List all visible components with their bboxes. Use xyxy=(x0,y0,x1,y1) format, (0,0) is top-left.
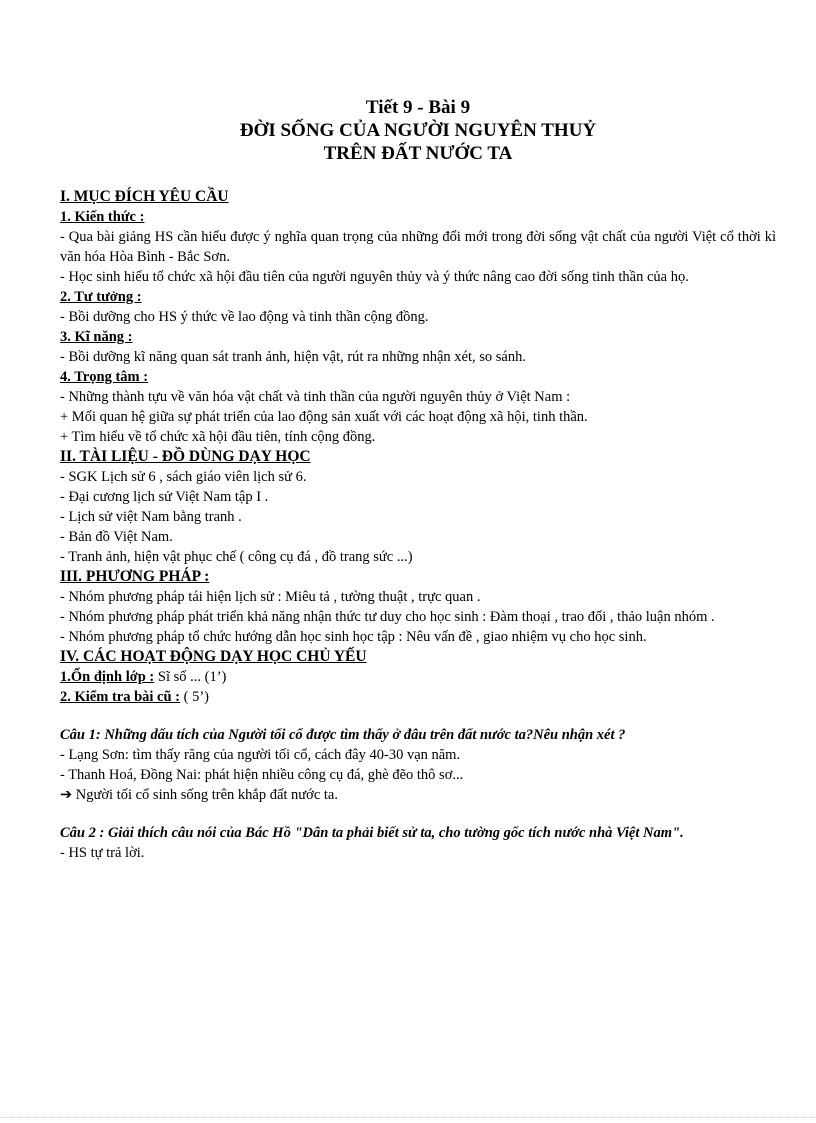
answer-conclusion xyxy=(60,785,776,805)
methods-item: - Nhóm phương pháp phát triển khả năng nhận thức tư duy cho học sinh : Đàm thoại , trao đổi , thảo luận nhóm . xyxy=(60,609,715,625)
answer-item: - Thanh Hoá, Đồng Nai: phát hiện nhiều công cụ đá, ghè đẽo thô sơ... xyxy=(60,767,464,783)
knowledge-item: - Qua bài giảng HS cần hiểu được ý nghĩa quan trọng của những đổi mới trong đời sống vật chất của người Việt cổ thời kì văn hóa Hòa Bình - Bắc Sơn. xyxy=(60,229,776,265)
page-bottom-divider xyxy=(0,1117,816,1118)
conclusion-text: Người tối cổ sinh sống trên khắp đất nước ta. xyxy=(72,787,338,803)
answer-item: - HS tự trả lời. xyxy=(60,845,145,861)
focus-item: + Tìm hiểu về tổ chức xã hội đầu tiên, tính cộng đồng. xyxy=(60,429,376,445)
materials-item: - Đại cương lịch sử Việt Nam tập I . xyxy=(60,489,269,505)
class-stabilization-text: Sĩ số ... (1’) xyxy=(154,669,227,685)
lesson-title xyxy=(60,96,776,165)
document-page xyxy=(60,96,776,863)
section-materials-heading: II. TÀI LIỆU - ĐỒ DÙNG DẠY HỌC xyxy=(60,448,311,465)
question-2: Câu 2 : Giải thích câu nói của Bác Hồ "Dân ta phải biết sử ta, cho tường gốc tích nước nhà Việt Nam". xyxy=(60,825,684,841)
ideology-heading: 2. Tư tưởng : xyxy=(60,289,142,305)
lesson-title-line1: ĐỜI SỐNG CỦA NGƯỜI NGUYÊN THUỶ xyxy=(239,120,597,141)
class-stabilization xyxy=(60,667,776,687)
old-lesson-check-text: ( 5’) xyxy=(180,689,210,705)
lesson-content xyxy=(60,187,776,863)
old-lesson-check xyxy=(60,687,776,707)
focus-item: - Những thành tựu về văn hóa vật chất và tinh thần của người nguyên thủy ở Việt Nam : xyxy=(60,389,571,405)
materials-item: - Bản đồ Việt Nam. xyxy=(60,529,173,545)
focus-item: + Mối quan hệ giữa sự phát triển của lao động sản xuất với các hoạt động xã hội, tinh thần. xyxy=(60,409,588,425)
knowledge-heading: 1. Kiến thức : xyxy=(60,209,145,225)
materials-item: - SGK Lịch sử 6 , sách giáo viên lịch sử 6. xyxy=(60,469,307,485)
old-lesson-check-label: 2. Kiểm tra bài cũ : xyxy=(60,689,181,705)
lesson-title-line2: TRÊN ĐẤT NƯỚC TA xyxy=(323,143,513,164)
answer-item: - Lạng Sơn: tìm thấy răng của người tối cổ, cách đây 40-30 vạn năm. xyxy=(60,747,461,763)
knowledge-item: - Học sinh hiểu tổ chức xã hội đầu tiên của người nguyên thủy và ý thức nâng cao đời sống tinh thần của họ. xyxy=(60,269,689,285)
arrow-right-icon: ➔ xyxy=(60,787,73,803)
skills-heading: 3. Kĩ năng : xyxy=(60,329,133,345)
ideology-item: - Bồi dưỡng cho HS ý thức về lao động và tinh thần cộng đồng. xyxy=(60,309,429,325)
skills-item: - Bồi dưỡng kĩ năng quan sát tranh ảnh, hiện vật, rút ra những nhận xét, so sánh. xyxy=(60,349,526,365)
section-methods-heading: III. PHƯƠNG PHÁP : xyxy=(60,568,210,585)
lesson-number: Tiết 9 - Bài 9 xyxy=(365,97,471,118)
class-stabilization-label: 1.Ổn định lớp : xyxy=(60,669,155,685)
materials-item: - Lịch sử việt Nam bằng tranh . xyxy=(60,509,242,525)
question-1: Câu 1: Những dấu tích của Người tối cổ được tìm thấy ở đâu trên đất nước ta?Nêu nhận xét ? xyxy=(60,727,626,743)
section-activities-heading: IV. CÁC HOẠT ĐỘNG DẠY HỌC CHỦ YẾU xyxy=(60,648,367,665)
materials-item: - Tranh ảnh, hiện vật phục chế ( công cụ đá , đồ trang sức ...) xyxy=(60,549,413,565)
methods-item: - Nhóm phương pháp tổ chức hướng dẫn học sinh học tập : Nêu vấn đề , giao nhiệm vụ cho học sinh. xyxy=(60,629,647,645)
section-objectives-heading: I. MỤC ĐÍCH YÊU CẦU xyxy=(60,188,229,205)
focus-heading: 4. Trọng tâm : xyxy=(60,369,149,385)
methods-item: - Nhóm phương pháp tái hiện lịch sử : Miêu tả , tường thuật , trực quan . xyxy=(60,589,481,605)
